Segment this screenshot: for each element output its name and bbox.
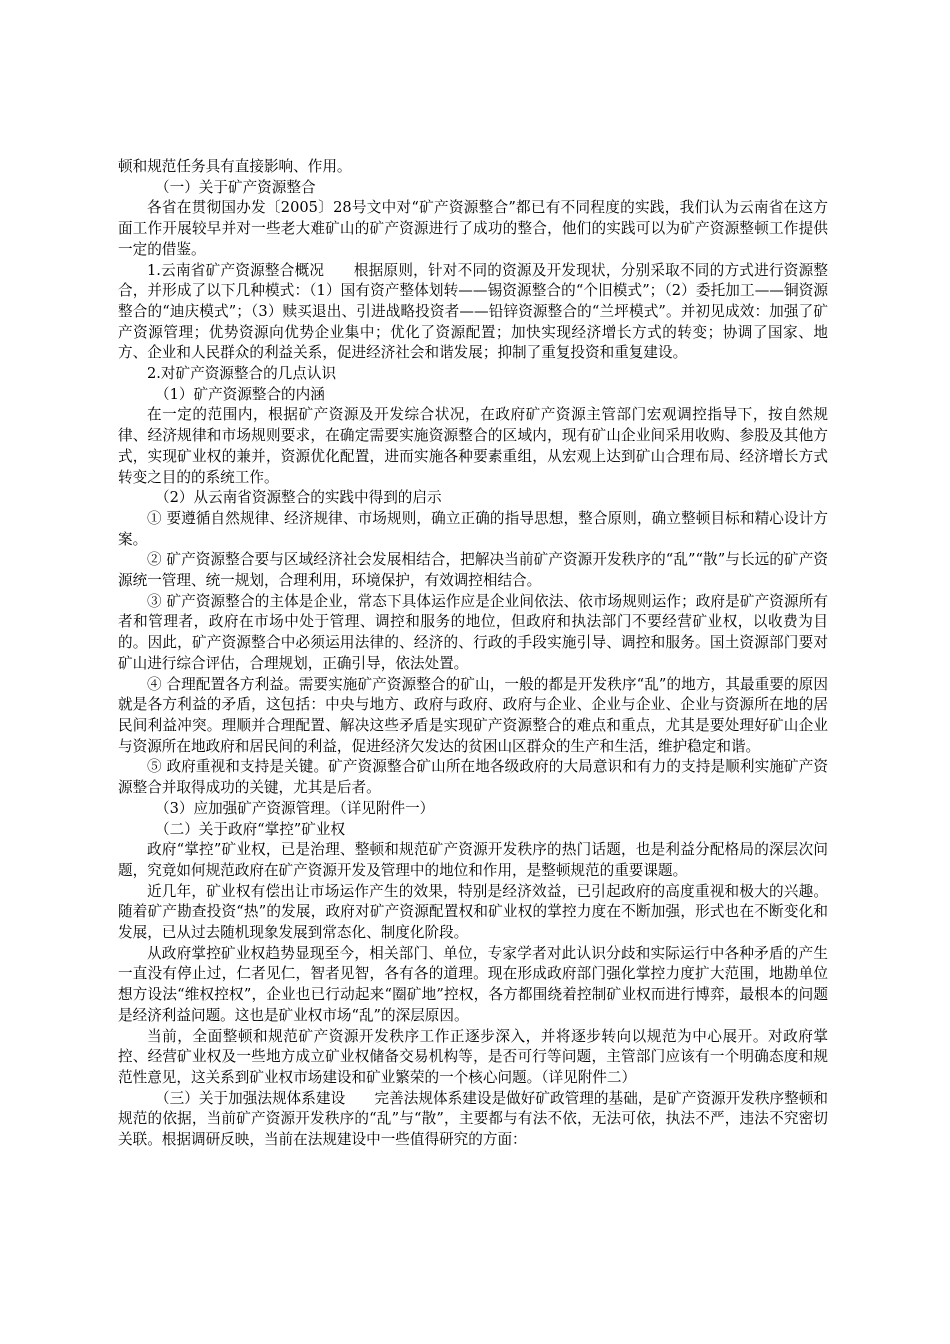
document-page — [118, 157, 828, 1151]
subheading-7: （2）从云南省资源整合的实践中得到的启示 — [155, 489, 442, 507]
paragraph-15: 政府“掌控”矿业权，已是治理、整顿和规范矿产资源开发秩序的热门话题，也是利益分配格局的深层次问题，究竟如何规范政府在矿产资源开发及管理中的地位和作用，是整顿规范的重要课题。 — [118, 841, 828, 879]
subheading-4: 2.对矿产资源整合的几点认识 — [147, 365, 337, 383]
section-heading-14: （二）关于政府“掌控”矿业权 — [155, 820, 346, 838]
subheading-13: （3）应加强矿产资源管理。（详见附件一） — [155, 799, 435, 817]
paragraph-2: 各省在贯彻国办发〔2005〕28号文中对“矿产资源整合”都已有不同程度的实践，我们认为云南省在这方面工作开展较早并对一些老大难矿山的矿产资源进行了成功的整合，他们的实践可以为矿产资源整顿工作提供一定的借鉴。 — [118, 199, 828, 258]
paragraph-6: 在一定的范围内，根据矿产资源及开发综合状况，在政府矿产资源主管部门宏观调控指导下，按自然规律、经济规律和市场规则要求，在确定需要实施资源整合的区域内，现有矿山企业间采用收购、参股及其他方式，实现矿业权的兼并，资源优化配置，进而实施各种要素重组，从宏观上达到矿山合理布局、经济增长方式转变之目的的系统工作。 — [118, 406, 828, 486]
paragraph-16: 近几年，矿业权有偿出让市场运作产生的效果，特别是经济效益，已引起政府的高度重视和极大的兴趣。随着矿产勘查投资“热”的发展，政府对矿产资源配置权和矿业权的掌控力度在不断加强，形式也在不断变化和发展，已从过去随机现象发展到常态化、制度化阶段。 — [118, 882, 828, 942]
list-item-10: ③ 矿产资源整合的主体是企业，常态下具体运作应是企业间依法、依市场规则运作；政府是矿产资源所有者和管理者，政府在市场中处于管理、调控和服务的地位，但政府和执法部门不要经营矿业权，以收费为目的。因此，矿产资源整合中必须运用法律的、经济的、行政的手段实施引导、调控和服务。国土资源部门要对矿山进行综合评估，合理规划，正确引导，依法处置。 — [118, 592, 828, 672]
list-item-12: ⑤ 政府重视和支持是关键。矿产资源整合矿山所在地各级政府的大局意识和有力的支持是顺利实施矿产资源整合并取得成功的关键，尤其是后者。 — [118, 758, 828, 797]
section-heading-1: （一）关于矿产资源整合 — [155, 178, 316, 196]
list-item-9: ② 矿产资源整合要与区域经济社会发展相结合，把解决当前矿产资源开发秩序的“乱”“散”与长远的矿产资源统一管理、统一规划，合理利用，环境保护，有效调控相结合。 — [118, 551, 828, 590]
section-heading-19: （三）关于加强法规体系建设 完善法规体系建设是做好矿政管理的基础，是矿产资源开发秩序整顿和规范的依据，当前矿产资源开发秩序的“乱”与“散”，主要都与有法不依，无法可依，执法不严，违法不究密切关联。根据调研反映，当前在法规建设中一些值得研究的方面： — [118, 1089, 828, 1149]
paragraph-18: 当前，全面整顿和规范矿产资源开发秩序工作正逐步深入，并将逐步转向以规范为中心展开。对政府掌控、经营矿业权及一些地方成立矿业权储备交易机构等，是否可行等问题，主管部门应该有一个明确态度和规范性意见，这关系到矿业权市场建设和矿业繁荣的一个核心问题。（详见附件二） — [118, 1027, 828, 1086]
paragraph-3: 1.云南省矿产资源整合概况 根据原则，针对不同的资源及开发现状，分别采取不同的方式进行资源整合，并形成了以下几种模式：（1）国有资产整体划转——锡资源整合的“个旧模式”；（2）委托加工——铜资源整合的“迪庆模式”；（3）赎买退出、引进战略投资者——铅锌资源整合的“兰坪模式”。并初见成效：加强了矿产资源管理；优势资源向优势企业集中；优化了资源配置；加快实现经济增长方式的转变；协调了国家、地方、企业和人民群众的利益关系，促进经济社会和谐发展；抑制了重复投资和重复建设。 — [118, 261, 828, 362]
paragraph-17: 从政府掌控矿业权趋势显现至今，相关部门、单位，专家学者对此认识分歧和实际运行中各种矛盾的产生一直没有停止过，仁者见仁，智者见智，各有各的道理。现在形成政府部门强化掌控力度扩大范围，地勘单位想方设法“维权控权”，企业也已行动起来“圈矿地”控权，各方都围绕着控制矿业权而进行博弈，最根本的问题是经济利益问题。这也是矿业权市场“乱”的深层原因。 — [118, 944, 828, 1024]
list-item-11: ④ 合理配置各方利益。需要实施矿产资源整合的矿山，一般的都是开发秩序“乱”的地方，其最重要的原因就是各方利益的矛盾，这包括：中央与地方、政府与政府、政府与企业、企业与企业、企业与资源所在地的居民间利益冲突。理顺并合理配置、解决这些矛盾是实现矿产资源整合的难点和重点，尤其是要处理好矿山企业与资源所在地政府和居民间的利益，促进经济欠发达的贫困山区群众的生产和生活，维护稳定和谐。 — [118, 675, 828, 755]
subheading-5: （1）矿产资源整合的内涵 — [155, 385, 325, 403]
list-item-8: ① 要遵循自然规律、经济规律、市场规则，确立正确的指导思想，整合原则，确立整顿目标和精心设计方案。 — [118, 509, 828, 548]
paragraph-0: 顿和规范任务具有直接影响、作用。 — [118, 158, 352, 175]
